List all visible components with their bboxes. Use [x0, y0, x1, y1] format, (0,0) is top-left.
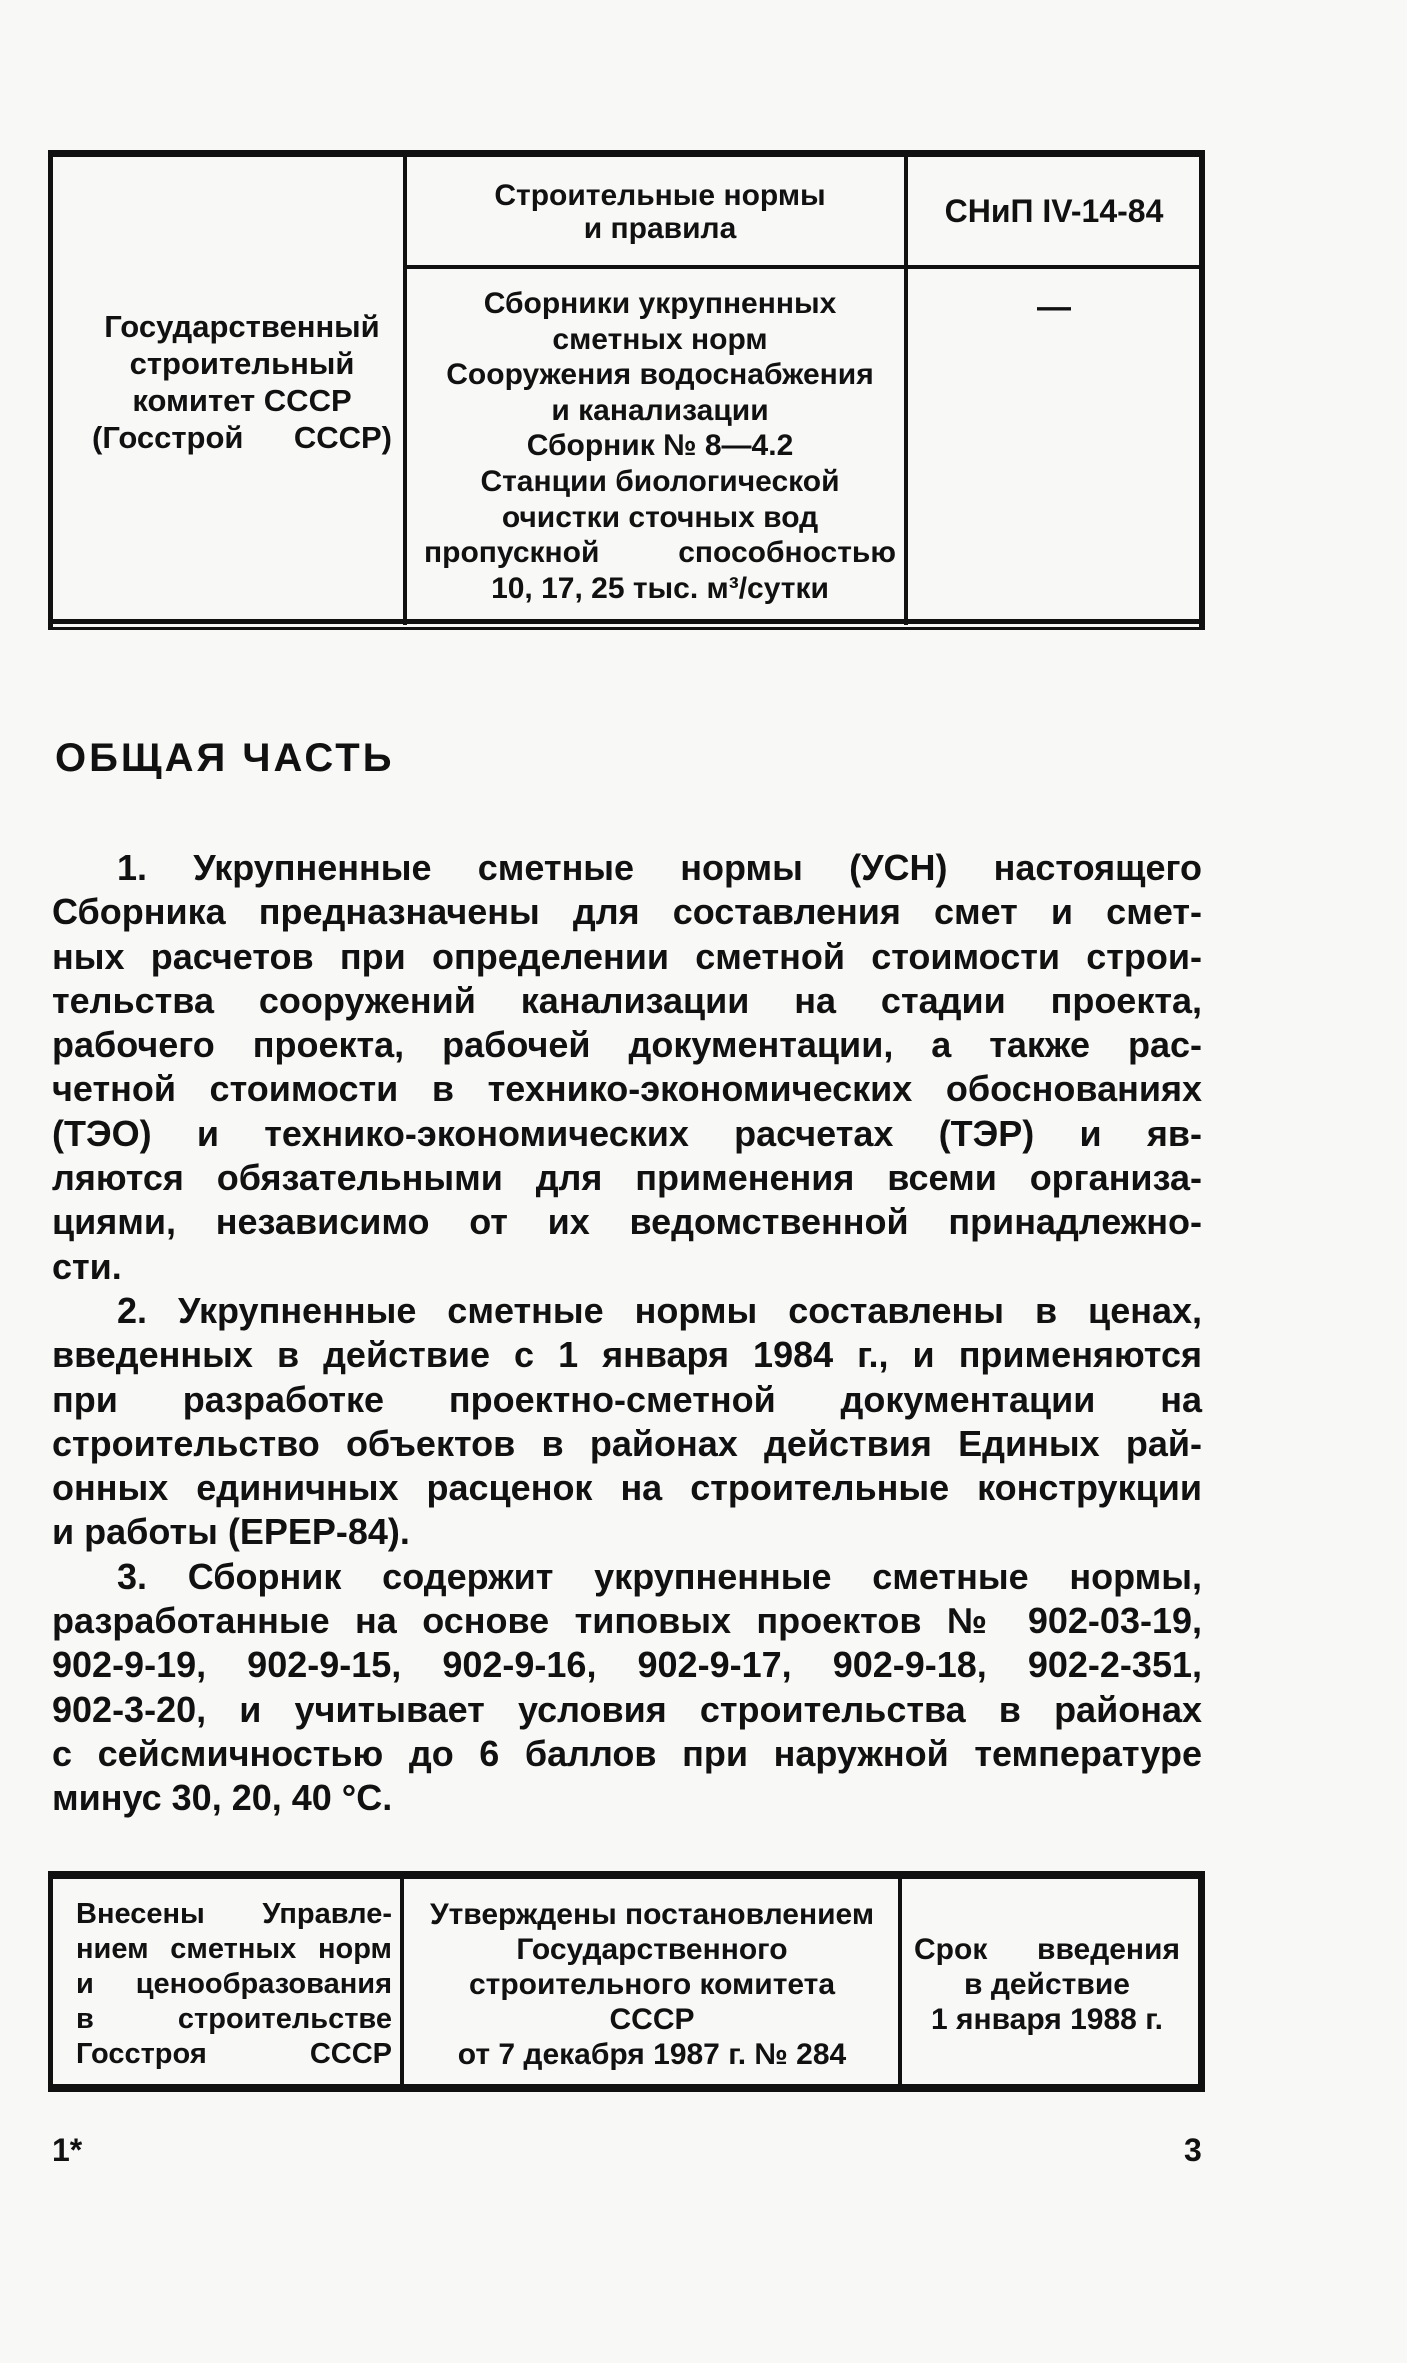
- header-table-top-border: [48, 150, 1205, 157]
- approved-by-line: Государственного: [516, 1933, 788, 1966]
- submitted-by-line: в строительстве: [76, 2003, 392, 2035]
- effective-date-cell: [914, 1932, 1180, 2037]
- organization-line: комитет СССР: [132, 383, 352, 418]
- paragraph-2: [52, 1289, 1202, 1555]
- paragraph-line: и работы (ЕРЕР-84).: [52, 1511, 410, 1553]
- approved-by-line: Утверждены постановлением: [429, 1898, 875, 1931]
- footer-table-bottom-border: [48, 2084, 1205, 2092]
- footer-table-column-divider: [898, 1871, 902, 2092]
- paragraph-line: рабочего проекта, рабочей документации, а также рас-: [52, 1024, 1202, 1066]
- approved-by-cell: [410, 1897, 894, 2072]
- header-table-left-border: [48, 150, 53, 630]
- issuing-organization-cell: [92, 308, 392, 456]
- paragraph-line: ляются обязательными для применения всеми организа-: [52, 1157, 1202, 1199]
- organization-line: (Госстрой СССР): [92, 420, 392, 455]
- paragraph-line: при разработке проектно-сметной документации на: [52, 1378, 1202, 1420]
- paragraph-line: 2. Укрупненные сметные нормы составлены в ценах,: [117, 1289, 1202, 1331]
- submitted-by-line: и ценообразования: [76, 1968, 392, 2000]
- paragraph-line: минус 30, 20, 40 °С.: [52, 1777, 393, 1819]
- paragraph-line: 902-9-19, 902-9-15, 902-9-16, 902-9-17, 902-9-18, 902-2-351,: [52, 1644, 1202, 1686]
- paragraph-line: ных расчетов при определении сметной стоимости строи-: [52, 935, 1202, 977]
- organization-line: Государственный: [104, 309, 380, 344]
- paragraph-line: 1. Укрупненные сметные нормы (УСН) настоящего: [117, 847, 1202, 888]
- body-text: [52, 846, 1202, 1821]
- collection-title-line: и канализации: [551, 393, 769, 427]
- paragraph-line: 3. Сборник содержит укрупненные сметные нормы,: [117, 1555, 1202, 1597]
- collection-title-line: Сборник № 8—4.2: [526, 429, 794, 463]
- document-code: СНиП IV-14-84: [944, 193, 1164, 229]
- paragraph-3: [52, 1555, 1202, 1821]
- collection-title-cell: [424, 286, 896, 606]
- footer-table-left-border: [48, 1871, 53, 2092]
- paragraph-line: 902-3-20, и учитывает условия строительства в районах: [52, 1688, 1202, 1730]
- paragraph-line: циями, независимо от их ведомственной принадлежно-: [52, 1201, 1202, 1243]
- header-table-bottom-border-inner: [48, 627, 1205, 630]
- collection-title-line: пропускной способностью: [424, 536, 896, 570]
- section-title: ОБЩАЯ ЧАСТЬ: [55, 736, 395, 780]
- document-type-cell: [424, 179, 896, 245]
- paragraph-line: четной стоимости в технико-экономических обоснованиях: [52, 1068, 1202, 1110]
- paragraph-line: (ТЭО) и технико-экономических расчетах (ТЭР) и яв-: [52, 1112, 1202, 1154]
- collection-title-line: Станции биологической: [480, 464, 840, 498]
- footer-table-top-border: [48, 1871, 1205, 1879]
- collection-title-line: 10, 17, 25 тыс. м³/сутки: [491, 571, 829, 605]
- footer-table-right-border: [1198, 1871, 1205, 2092]
- replaces-mark: —: [1037, 288, 1071, 326]
- paragraph-line: с сейсмичностью до 6 баллов при наружной температуре: [52, 1732, 1202, 1774]
- page-signature-mark: 1*: [52, 2132, 83, 2168]
- paragraph-line: сти.: [52, 1245, 122, 1287]
- footer-table-column-divider: [400, 1871, 404, 2092]
- effective-date-line: в действие: [964, 1968, 1130, 2001]
- submitted-by-line: нием сметных норм: [76, 1933, 392, 1965]
- effective-date-line: Срок введения: [914, 1933, 1180, 1966]
- page-number: 3: [1184, 2132, 1202, 2168]
- submitted-by-cell: [76, 1897, 392, 2072]
- document-type-line: и правила: [583, 212, 737, 245]
- submitted-by-line: Госстроя СССР: [76, 2038, 392, 2070]
- header-table-column-divider: [403, 150, 407, 625]
- header-table-column-divider: [904, 150, 908, 625]
- approved-by-line: от 7 декабря 1987 г. № 284: [457, 2038, 847, 2071]
- paragraph-line: разработанные на основе типовых проектов № 902-03-19,: [52, 1600, 1202, 1642]
- paragraph-line: введенных в действие с 1 января 1984 г., и применяются: [52, 1334, 1202, 1376]
- header-table-row-divider: [403, 265, 1203, 269]
- paragraph-line: тельства сооружений канализации на стадии проекта,: [52, 979, 1202, 1021]
- collection-title-line: Сборники укрупненных: [483, 287, 837, 320]
- organization-line: строительный: [129, 346, 355, 381]
- header-table-right-border: [1199, 150, 1205, 630]
- collection-title-line: Сооружения водоснабжения: [446, 358, 874, 392]
- effective-date-line: 1 января 1988 г.: [930, 2003, 1164, 2036]
- collection-title-line: очистки сточных вод: [501, 500, 819, 534]
- approved-by-line: строительного комитета: [468, 1968, 836, 2001]
- approved-by-line: СССР: [609, 2003, 695, 2036]
- collection-title-line: сметных норм: [552, 322, 768, 356]
- header-table-bottom-border: [48, 619, 1205, 624]
- submitted-by-line: Внесены Управле-: [76, 1898, 392, 1930]
- paragraph-line: онных единичных расценок на строительные конструкции: [52, 1467, 1202, 1509]
- paragraph-line: строительство объектов в районах действия Единых рай-: [52, 1422, 1202, 1464]
- paragraph-line: Сборника предназначены для составления смет и смет-: [52, 891, 1202, 933]
- paragraph-1: [52, 846, 1202, 1289]
- document-type-line: Строительные нормы: [494, 179, 826, 212]
